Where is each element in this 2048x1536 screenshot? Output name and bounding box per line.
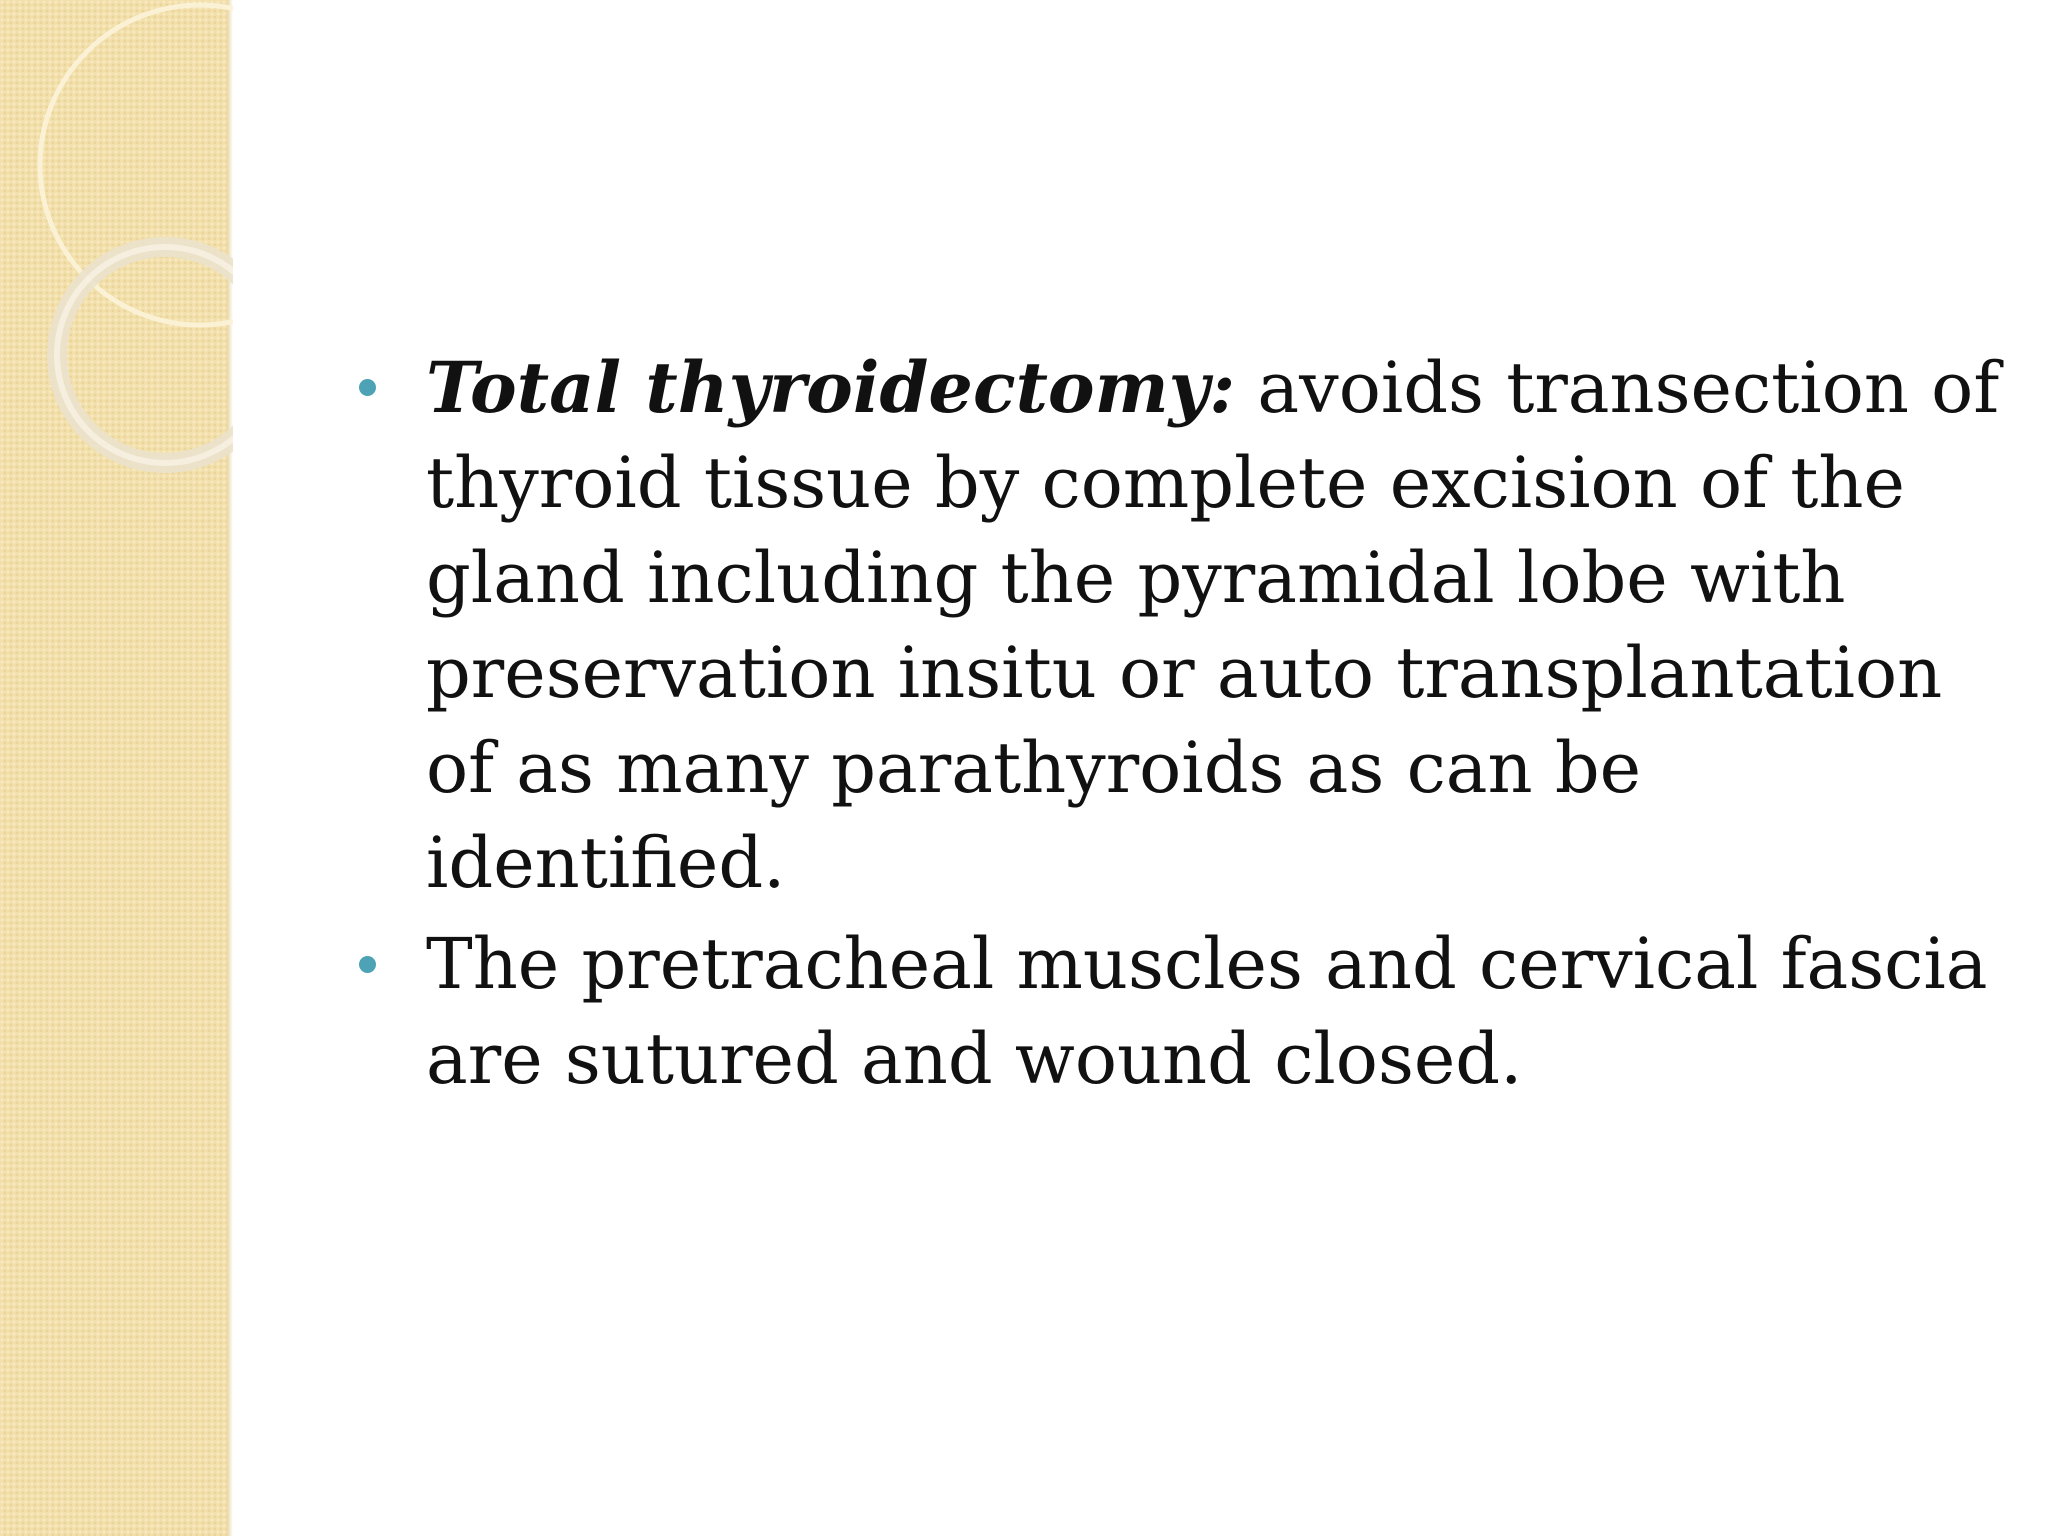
bullet-dot-icon (359, 379, 376, 396)
bullet-dot-icon (359, 956, 376, 973)
small-ring (57, 247, 233, 463)
bullet-item-total-thyroidectomy (340, 340, 2000, 911)
bullet-item-closure (340, 917, 2000, 1107)
slide-content (340, 340, 2000, 1113)
bullet-list (340, 340, 2000, 1107)
bullet-text: The pretracheal muscles and cervical fascia are sutured and wound closed. (426, 923, 1988, 1100)
bullet-term: Total thyroidectomy: (426, 346, 1236, 429)
bullet-text: avoids transection of thyroid tissue by complete excision of the gland including the pyramidal lobe with preservation insitu or auto transplantation of as many parathyroids as can be identified. (426, 347, 2000, 904)
large-ring (40, 5, 233, 325)
decorative-rings (0, 0, 233, 520)
